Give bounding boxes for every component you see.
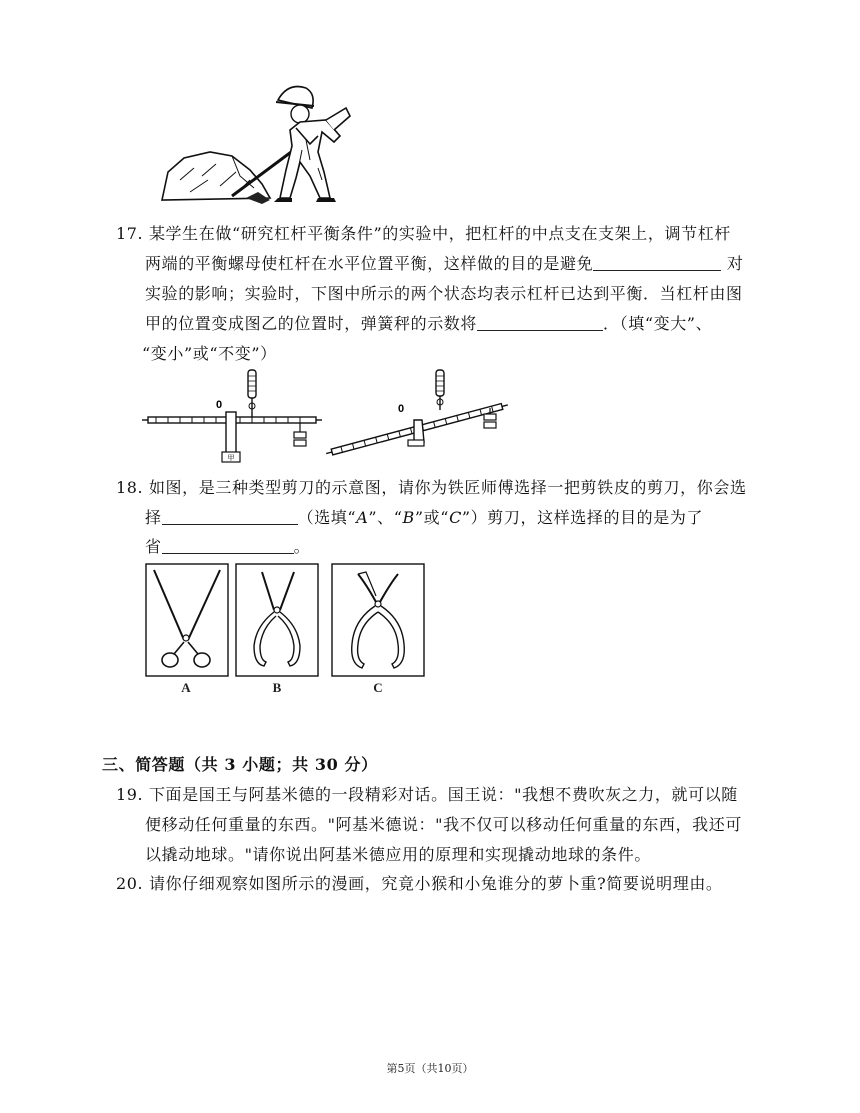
lever-tilted-figure xyxy=(325,370,508,456)
scissor-label-a: A xyxy=(181,680,191,695)
q19-line-2: 便移动任何重量的东西。"阿基米德说："我不仅可以移动任何重量的东西，我还可 xyxy=(145,815,742,834)
q18-line-2: 择 （选填“A”、“B”或“C”）剪刀，这样选择的目的是为了 xyxy=(145,508,704,527)
q18-number: 18. xyxy=(116,478,144,497)
section-3-title: 三、简答题（共 3 小题；共 30 分） xyxy=(102,755,378,774)
q19-line-3: 以撬动地球。"请你说出阿基米德应用的原理和实现撬动地球的条件。 xyxy=(145,845,651,864)
scissor-a-figure xyxy=(146,564,228,695)
q17-blank-2[interactable] xyxy=(477,314,603,331)
q20-number: 20. xyxy=(116,874,144,893)
worker-crowbar-figure xyxy=(150,80,370,210)
q18-blank-2[interactable] xyxy=(162,537,294,554)
q20-line-1: 20. 请你仔细观察如图所示的漫画，究竟小猴和小兔谁分的萝卜重?简要说明理由。 xyxy=(116,874,723,893)
q18-blank-1[interactable] xyxy=(162,508,298,525)
lever-figures xyxy=(142,368,522,468)
q19-line-1: 19. 下面是国王与阿基米德的一段精彩对话。国王说："我想不费吹灰之力，就可以随 xyxy=(116,785,738,804)
q17-blank-1[interactable] xyxy=(593,254,721,271)
q17-line-2: 两端的平衡螺母使杠杆在水平位置平衡，这样做的目的是避免 对 xyxy=(145,254,744,273)
lever-pivot-label-2: 0 xyxy=(398,403,405,415)
lever-pivot-label-1: 0 xyxy=(216,399,223,411)
q17-line-5: “变小”或“不变”） xyxy=(142,344,277,363)
scissor-b-figure xyxy=(236,564,318,695)
q17-line-1: 17. 某学生在做“研究杠杆平衡条件”的实验中，把杠杆的中点支在支架上，调节杠杆 xyxy=(116,224,731,243)
q17-number: 17. xyxy=(116,224,144,243)
scissors-figures xyxy=(144,562,434,702)
scissor-label-c: C xyxy=(373,680,383,695)
lever-stand-label: 甲 xyxy=(227,454,235,462)
page-footer: 第5页（共10页） xyxy=(386,1062,474,1075)
q18-line-1: 18. 如图，是三种类型剪刀的示意图，请你为铁匠师傅选择一把剪铁皮的剪刀，你会选 xyxy=(116,478,747,497)
q17-line-3: 实验的影响；实验时，下图中所示的两个状态均表示杠杆已达到平衡．当杠杆由图 xyxy=(145,284,743,303)
lever-horizontal-figure xyxy=(142,370,322,462)
scissor-c-figure xyxy=(332,564,424,695)
scissor-label-b: B xyxy=(272,680,282,695)
q17-line-4: 甲的位置变成图乙的位置时，弹簧秤的示数将 ．（填“变大”、 xyxy=(145,314,713,333)
q18-line-3: 省 。 xyxy=(145,537,311,556)
q19-number: 19. xyxy=(116,785,144,804)
